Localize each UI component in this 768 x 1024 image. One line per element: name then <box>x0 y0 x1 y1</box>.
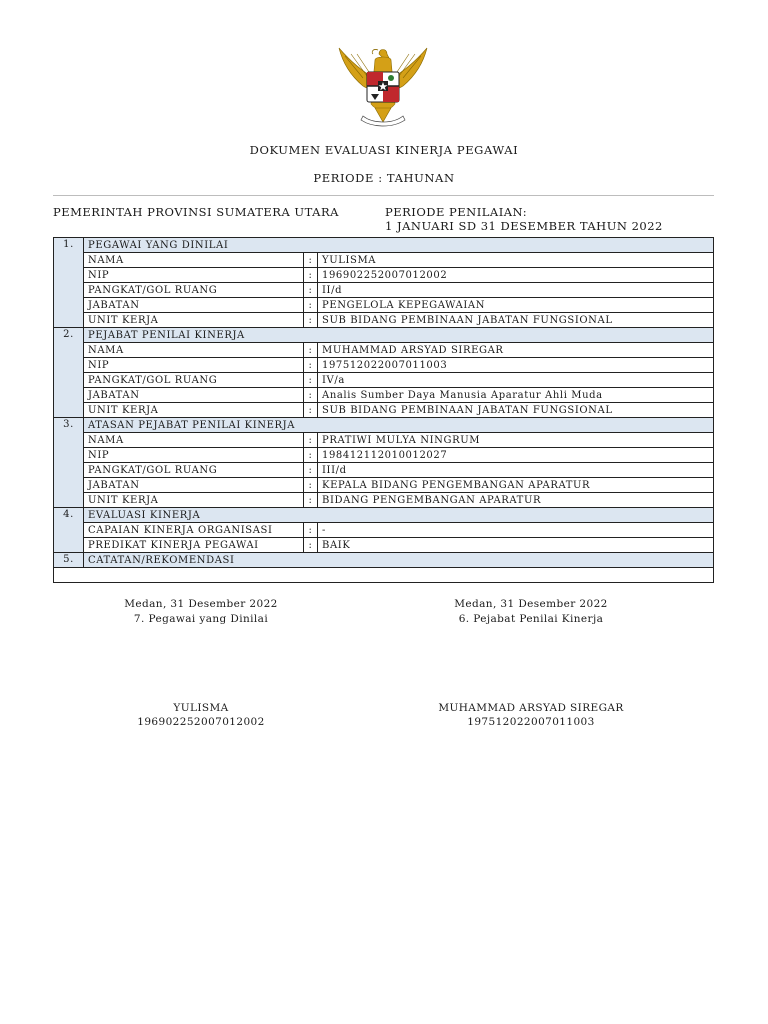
colon: : <box>304 478 318 493</box>
field-value: Analis Sumber Daya Manusia Aparatur Ahli Muda <box>318 388 714 403</box>
field-value: SUB BIDANG PEMBINAAN JABATAN FUNGSIONAL <box>318 403 714 418</box>
table-row <box>54 343 714 358</box>
colon: : <box>304 313 318 328</box>
field-label: NAMA <box>84 343 304 358</box>
colon: : <box>304 493 318 508</box>
evaluation-table <box>53 237 714 583</box>
field-value: 196902252007012002 <box>318 268 714 283</box>
colon: : <box>304 298 318 313</box>
field-value: BAIK <box>318 538 714 553</box>
field-label: UNIT KERJA <box>84 493 304 508</box>
assessment-period-value: 1 JANUARI SD 31 DESEMBER TAHUN 2022 <box>385 219 663 233</box>
divider <box>53 195 714 196</box>
field-value: II/d <box>318 283 714 298</box>
right-signature-role: 6. Pejabat Penilai Kinerja <box>458 613 604 625</box>
organization-name: PEMERINTAH PROVINSI SUMATERA UTARA <box>53 205 339 219</box>
section-number: 2. <box>54 328 84 418</box>
field-label: NIP <box>84 448 304 463</box>
section-number: 3. <box>54 418 84 508</box>
colon: : <box>304 448 318 463</box>
notes-row <box>54 568 714 583</box>
table-row <box>54 298 714 313</box>
table-row <box>54 463 714 478</box>
table-row <box>54 373 714 388</box>
colon: : <box>304 283 318 298</box>
table-row <box>54 433 714 448</box>
colon: : <box>304 358 318 373</box>
field-label: PANGKAT/GOL RUANG <box>84 463 304 478</box>
left-signature-name: YULISMA <box>173 702 229 714</box>
section-header <box>54 238 714 253</box>
field-label: NIP <box>84 358 304 373</box>
field-label: NIP <box>84 268 304 283</box>
field-value: - <box>318 523 714 538</box>
table-row <box>54 538 714 553</box>
section-title: PEJABAT PENILAI KINERJA <box>84 328 714 343</box>
colon: : <box>304 403 318 418</box>
field-label: PANGKAT/GOL RUANG <box>84 283 304 298</box>
field-label: NAMA <box>84 433 304 448</box>
notes-field <box>54 568 714 583</box>
field-value: PENGELOLA KEPEGAWAIAN <box>318 298 714 313</box>
document-title: DOKUMEN EVALUASI KINERJA PEGAWAI <box>249 143 519 157</box>
table-row <box>54 493 714 508</box>
left-signature-role: 7. Pegawai yang Dinilai <box>133 613 269 625</box>
section-header <box>54 328 714 343</box>
field-value: 197512022007011003 <box>318 358 714 373</box>
section-header <box>54 508 714 523</box>
colon: : <box>304 523 318 538</box>
table-row <box>54 448 714 463</box>
right-signature-name: MUHAMMAD ARSYAD SIREGAR <box>438 702 624 714</box>
section-title: ATASAN PEJABAT PENILAI KINERJA <box>84 418 714 433</box>
section-title: CATATAN/REKOMENDASI <box>84 553 714 568</box>
colon: : <box>304 268 318 283</box>
field-value: KEPALA BIDANG PENGEMBANGAN APARATUR <box>318 478 714 493</box>
field-value: PRATIWI MULYA NINGRUM <box>318 433 714 448</box>
section-number: 5. <box>54 553 84 568</box>
field-label: PREDIKAT KINERJA PEGAWAI <box>84 538 304 553</box>
right-signature-place-date: Medan, 31 Desember 2022 <box>454 598 608 610</box>
table-row <box>54 268 714 283</box>
field-label: JABATAN <box>84 298 304 313</box>
left-signature-place-date: Medan, 31 Desember 2022 <box>124 598 278 610</box>
section-header <box>54 553 714 568</box>
colon: : <box>304 253 318 268</box>
section-number: 1. <box>54 238 84 328</box>
field-label: NAMA <box>84 253 304 268</box>
field-label: CAPAIAN KINERJA ORGANISASI <box>84 523 304 538</box>
colon: : <box>304 538 318 553</box>
colon: : <box>304 373 318 388</box>
field-value: IV/a <box>318 373 714 388</box>
colon: : <box>304 433 318 448</box>
field-value: YULISMA <box>318 253 714 268</box>
table-row <box>54 478 714 493</box>
colon: : <box>304 388 318 403</box>
field-label: UNIT KERJA <box>84 403 304 418</box>
section-number: 4. <box>54 508 84 553</box>
field-label: PANGKAT/GOL RUANG <box>84 373 304 388</box>
field-label: UNIT KERJA <box>84 313 304 328</box>
field-value: SUB BIDANG PEMBINAAN JABATAN FUNGSIONAL <box>318 313 714 328</box>
left-signature-nip: 196902252007012002 <box>137 716 265 728</box>
field-value: MUHAMMAD ARSYAD SIREGAR <box>318 343 714 358</box>
field-label: JABATAN <box>84 388 304 403</box>
field-value: III/d <box>318 463 714 478</box>
assessment-period-label: PERIODE PENILAIAN: <box>385 205 528 219</box>
field-label: JABATAN <box>84 478 304 493</box>
section-header <box>54 418 714 433</box>
field-value: 198412112010012027 <box>318 448 714 463</box>
colon: : <box>304 463 318 478</box>
section-title: PEGAWAI YANG DINILAI <box>84 238 714 253</box>
section-title: EVALUASI KINERJA <box>84 508 714 523</box>
garuda-pancasila-emblem-icon <box>333 42 433 132</box>
table-row <box>54 313 714 328</box>
table-row <box>54 388 714 403</box>
table-row <box>54 403 714 418</box>
right-signature-nip: 197512022007011003 <box>467 716 595 728</box>
table-row <box>54 283 714 298</box>
table-row <box>54 523 714 538</box>
colon: : <box>304 343 318 358</box>
field-value: BIDANG PENGEMBANGAN APARATUR <box>318 493 714 508</box>
period-label: PERIODE : TAHUNAN <box>313 171 455 185</box>
table-row <box>54 358 714 373</box>
table-row <box>54 253 714 268</box>
